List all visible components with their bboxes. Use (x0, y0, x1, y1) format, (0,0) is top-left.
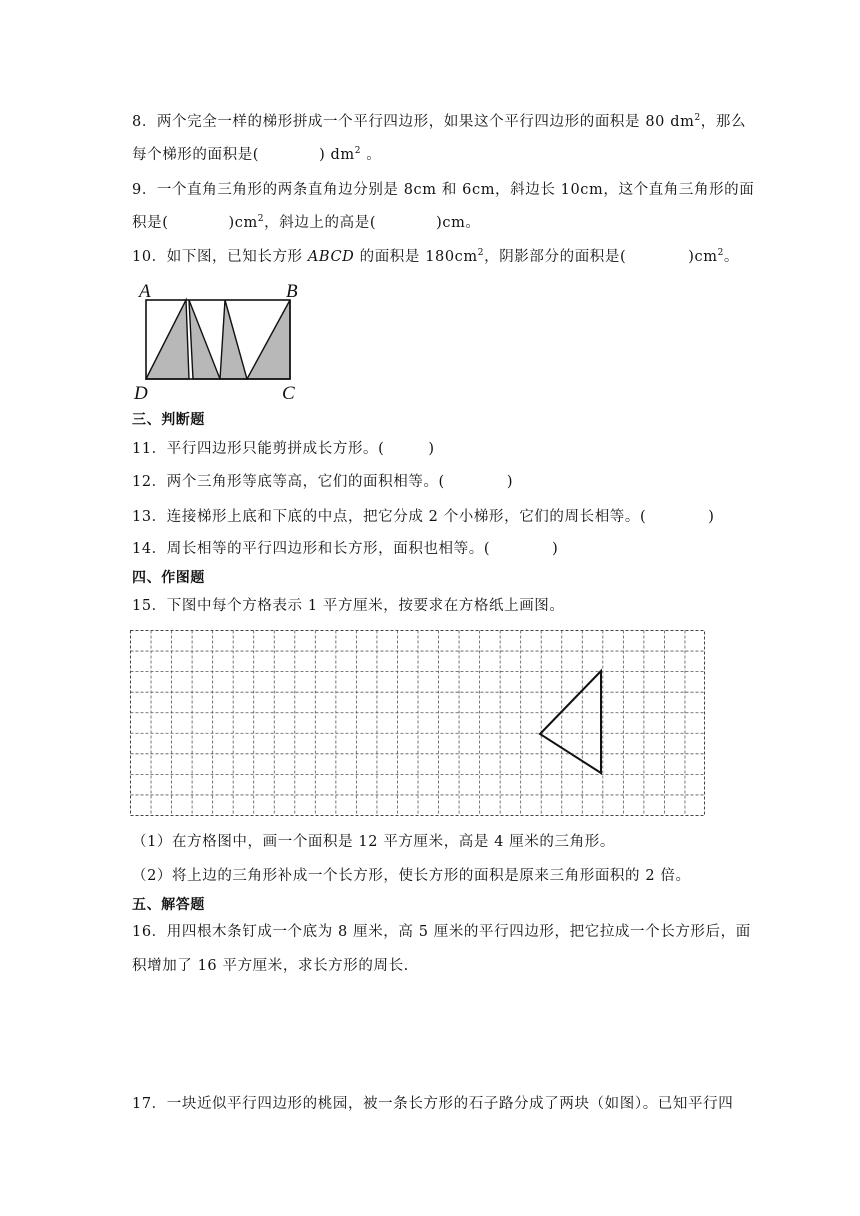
question-16-line-1: 16．用四根木条钉成一个底为 8 厘米，高 5 厘米的平行四边形，把它拉成一个长方形后，面 (132, 924, 751, 940)
question-15-text: 15．下图中每个方格表示 1 平方厘米，按要求在方格纸上画图。 (132, 598, 565, 614)
question-10-text: 10．如下图，已知长方形 ABCD 的面积是 $180cm^2$，阴影部分的面积是( )$cm^2$。 (132, 248, 740, 265)
grid-border (131, 631, 705, 816)
shaded-triangle (146, 300, 189, 379)
given-triangle (540, 671, 601, 773)
section-heading-solutions: 五、解答题 (132, 897, 205, 913)
section-heading-drawing: 四、作图题 (132, 570, 205, 586)
shaded-triangles (146, 300, 290, 379)
question-17-line-1: 17．一块近似平行四边形的桃园，被一条长方形的石子路分成了两块（如图）。已知平行四 (132, 1096, 734, 1112)
question-8-line-2: 每个梯形的面积是( ) $dm^2$ 。 (132, 146, 382, 163)
question-9-line-1: 9．一个直角三角形的两条直角边分别是 8cm 和 6cm，斜边长 10cm，这个直角三角形的面 (132, 182, 755, 198)
question-13: 13．连接梯形上底和下底的中点，把它分成 2 个小梯形，它们的周长相等。( ) (132, 509, 715, 525)
grid-lines (131, 631, 706, 816)
section-heading-judgement: 三、判断题 (132, 412, 205, 428)
vertex-label-c: C (282, 383, 295, 404)
shaded-triangle (189, 300, 220, 379)
question-15-part-1: （1）在方格图中，画一个面积是 12 平方厘米，高是 4 厘米的三角形。 (132, 834, 615, 850)
rectangle-abcd-figure (130, 278, 310, 404)
question-11: 11．平行四边形只能剪拼成长方形。( ) (132, 441, 435, 457)
question-14: 14．周长相等的平行四边形和长方形，面积也相等。( ) (132, 541, 559, 557)
shaded-triangle (220, 300, 247, 379)
question-16-line-2: 积增加了 16 平方厘米，求长方形的周长. (132, 958, 409, 974)
shaded-triangle (247, 300, 290, 379)
question-8-line-1: 8．两个完全一样的梯形拼成一个平行四边形，如果这个平行四边形的面积是 80 $dm^2$，那么 (132, 113, 747, 130)
square-grid (130, 630, 706, 817)
vertex-label-a: A (139, 281, 151, 302)
question-12: 12．两个三角形等底等高，它们的面积相等。( ) (132, 474, 514, 490)
vertex-label-d: D (134, 383, 148, 404)
vertex-label-b: B (286, 281, 298, 302)
question-9-line-2: 积是( )$cm^2$，斜边上的高是( )cm。 (132, 214, 481, 231)
question-15-part-2: （2）将上边的三角形补成一个长方形，使长方形的面积是原来三角形面积的 2 倍。 (132, 868, 691, 884)
